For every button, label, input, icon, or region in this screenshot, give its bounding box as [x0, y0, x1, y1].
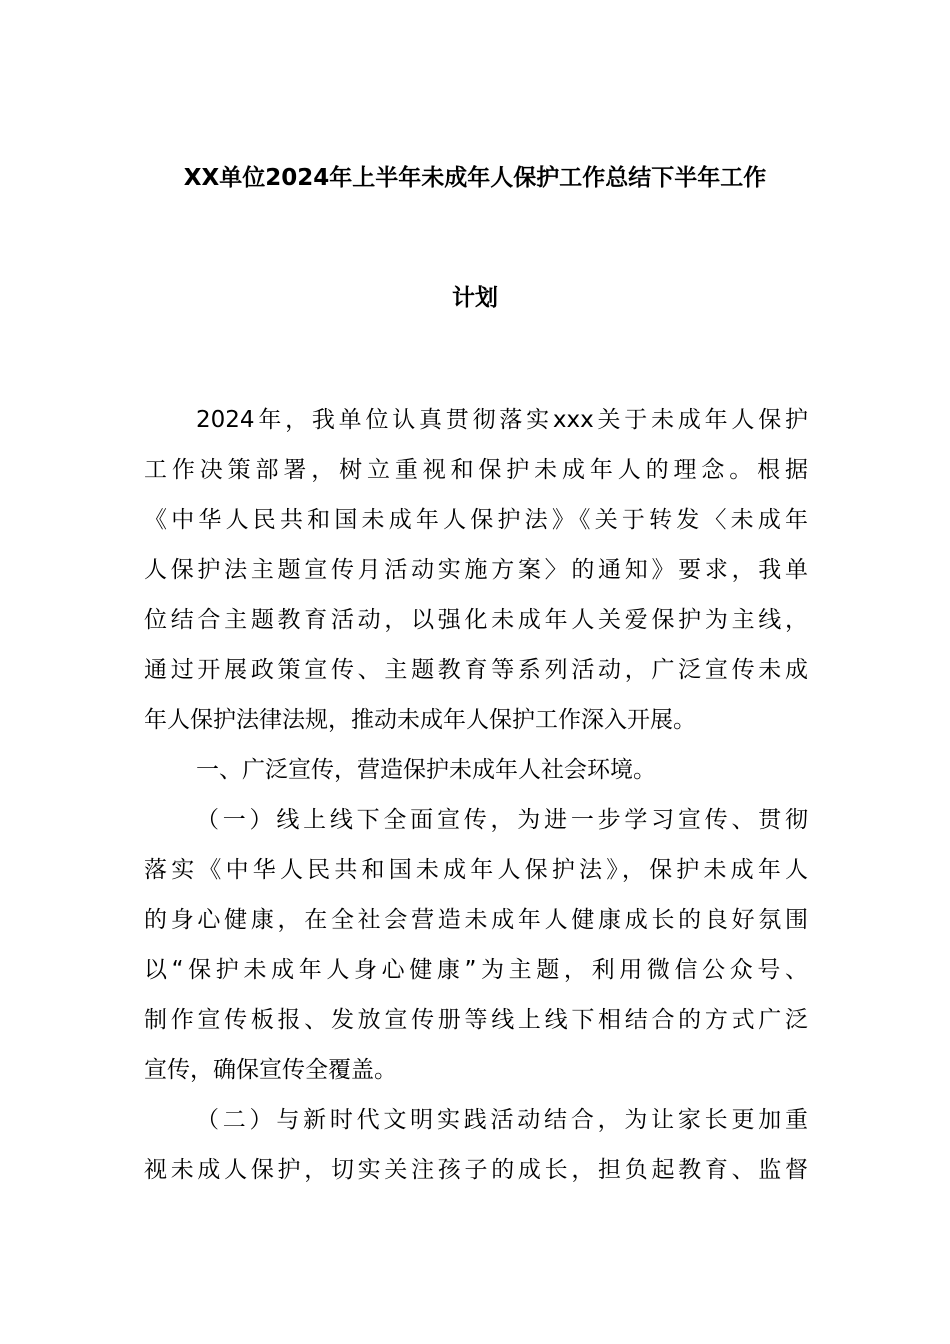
paragraph-line: 年人保护法律法规，推动未成年人保护工作深入开展。 — [144, 707, 696, 733]
paragraph-line: 制作宣传板报、发放宣传册等线上线下相结合的方式广泛 — [144, 1007, 808, 1033]
paragraph-line: 的身心健康，在全社会营造未成年人健康成长的良好氛围 — [144, 907, 808, 933]
section-heading: 一、广泛宣传，营造保护未成年人社会环境。 — [196, 757, 656, 783]
paragraph-line: （一）线上线下全面宣传，为进一步学习宣传、贯彻 — [196, 807, 808, 833]
paragraph-line: 人保护法主题宣传月活动实施方案〉的通知》要求，我单 — [144, 557, 808, 583]
document-title-line-1: XX单位2024年上半年未成年人保护工作总结下半年工作 — [183, 165, 767, 191]
paragraph-line: 以“保护未成年人身心健康”为主题，利用微信公众号、 — [144, 957, 808, 983]
document-title-line-2: 计划 — [452, 285, 498, 311]
paragraph-line: 通过开展政策宣传、主题教育等系列活动，广泛宣传未成 — [144, 657, 808, 683]
paragraph-line: 视未成人保护，切实关注孩子的成长，担负起教育、监督 — [144, 1157, 808, 1183]
paragraph-line: 《中华人民共和国未成年人保护法》《关于转发〈未成年 — [144, 507, 808, 533]
paragraph-line: （二）与新时代文明实践活动结合，为让家长更加重 — [196, 1107, 808, 1133]
paragraph-line: 落实《中华人民共和国未成年人保护法》，保护未成年人 — [144, 857, 808, 883]
paragraph-line: 宣传，确保宣传全覆盖。 — [144, 1057, 397, 1083]
paragraph-line: 位结合主题教育活动，以强化未成年人关爱保护为主线， — [144, 607, 808, 633]
paragraph-line: 工作决策部署，树立重视和保护未成年人的理念。根据 — [144, 457, 808, 483]
paragraph-line: 2024年，我单位认真贯彻落实xxx关于未成年人保护 — [196, 407, 808, 433]
